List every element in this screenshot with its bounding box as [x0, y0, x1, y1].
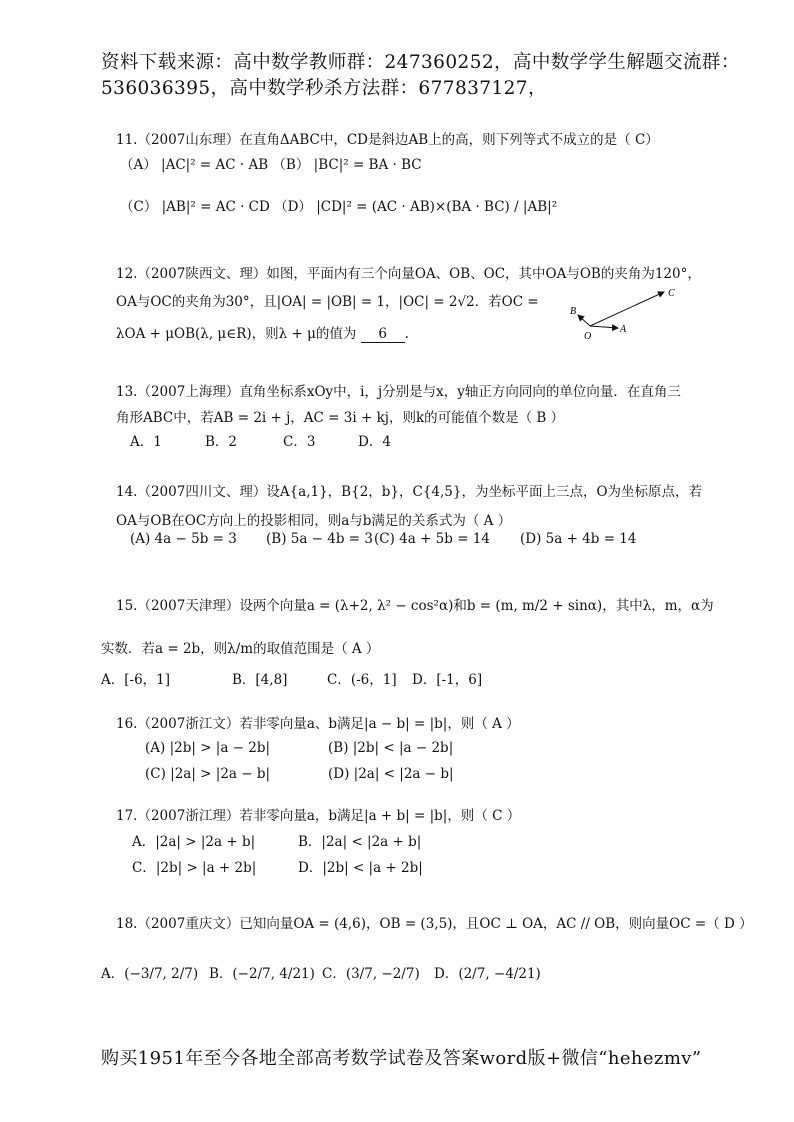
question-11-options-cd: （C） |AB|² = AC · CD （D） |CD|² = (AC · AB)×(BA · BC) / |AB|²: [120, 199, 558, 215]
question-16-option-c: (C) |2a| > |2a − b|: [145, 766, 271, 782]
label-o: O: [584, 331, 592, 342]
vector-ob: [578, 315, 590, 326]
question-18-option-c: C．(3/7, −2/7): [322, 966, 420, 982]
question-13-stem-2: 角形ABC中，若AB = 2i + j，AC = 3i + kj，则k的可能值个数是（ B ）: [116, 410, 565, 426]
question-17-option-a: A．|2a| > |2a + b|: [132, 834, 256, 850]
question-14-option-a: (A) 4a − 5b = 3: [130, 531, 237, 547]
question-14-option-c: (C) 4a + 5b = 14: [374, 531, 490, 547]
header-line-2: 536036395，高中数学秒杀方法群：677837127，: [101, 78, 547, 99]
question-14-stem-1: 14.（2007四川文、理）设A{a,1}，B{2，b}，C{4,5}，为坐标平面上三点，O为坐标原点，若: [116, 484, 703, 500]
question-15-option-a: A．[-6，1]: [101, 672, 171, 688]
question-15-option-c: C．(-6，1]: [327, 672, 397, 688]
question-13-option-a: A．1: [130, 434, 162, 450]
question-18-stem: 18.（2007重庆文）已知向量OA = (4,6)，OB = (3,5)，且OC ⊥ OA，AC // OB，则向量OC =（ D ）: [116, 916, 753, 932]
question-18-option-d: D．(2/7, −4/21): [434, 966, 541, 982]
question-14-option-b: (B) 5a − 4b = 3: [266, 531, 373, 547]
question-15-stem-1: 15.（2007天津理）设两个向量a = (λ+2, λ² − cos²α)和b = (m, m/2 + sinα)，其中λ，m，α为: [116, 598, 714, 614]
vector-figure: [560, 282, 690, 342]
question-11-stem: 11.（2007山东理）在直角ΔABC中，CD是斜边AB上的高，则下列等式不成立的是（ C）: [116, 132, 659, 148]
question-14-option-d: (D) 5a + 4b = 14: [520, 531, 637, 547]
question-12-stem-3-text: λOA + μOB(λ, μ∈R)，则λ + μ的值为: [116, 326, 357, 342]
question-17-option-b: B．|2a| < |2a + b|: [298, 834, 422, 850]
question-15-stem-2: 实数．若a = 2b，则λ/m的取值范围是（ A ）: [101, 641, 380, 657]
label-a: A: [620, 324, 627, 335]
footer-note: 购买1951年至今各地全部高考数学试卷及答案word版+微信“hehezmv”: [101, 1048, 702, 1069]
question-15-option-b: B．[4,8]: [232, 672, 288, 688]
label-b: B: [570, 306, 577, 317]
question-16-option-d: (D) |2a| < |2a − b|: [328, 766, 454, 782]
question-16-option-b: (B) |2b| < |a − 2b|: [328, 740, 454, 756]
question-12-stem-3: λOA + μOB(λ, μ∈R)，则λ + μ的值为 6 .: [116, 326, 409, 342]
question-16-stem: 16.（2007浙江文）若非零向量a、b满足|a − b| = |b|，则（ A ）: [116, 716, 520, 732]
question-17-stem: 17.（2007浙江理）若非零向量a，b满足|a + b| = |b|，则（ C ）: [116, 808, 521, 824]
question-16-option-a: (A) |2b| > |a − 2b|: [145, 740, 271, 756]
question-12-answer-blank: 6: [361, 326, 405, 343]
question-12-stem-2: OA与OC的夹角为30°，且|OA| = |OB| = 1，|OC| = 2√2．若OC =: [116, 294, 539, 310]
vector-oa: [590, 326, 618, 328]
question-15-option-d: D．[-1，6]: [412, 672, 483, 688]
question-13-option-b: B．2: [205, 434, 238, 450]
question-13-option-d: D．4: [358, 434, 391, 450]
question-12-stem-1: 12.（2007陕西文、理）如图，平面内有三个向量OA、OB、OC，其中OA与OB的夹角为120°，: [116, 266, 701, 282]
question-17-option-d: D．|2b| < |a + 2b|: [298, 860, 423, 876]
question-18-option-a: A．(−3/7, 2/7): [101, 966, 199, 982]
header-line-1: 资料下载来源：高中数学教师群：247360252，高中数学学生解题交流群：: [101, 52, 740, 73]
question-13-option-c: C．3: [283, 434, 316, 450]
label-c: C: [668, 288, 675, 299]
question-13-stem-1: 13.（2007上海理）直角坐标系xOy中，i，j分别是与x，y轴正方向同向的单位向量．在直角三: [116, 384, 681, 400]
question-18-option-b: B．(−2/7, 4/21): [209, 966, 315, 982]
question-11-options-ab: （A） |AC|² = AC · AB （B） |BC|² = BA · BC: [120, 157, 422, 173]
question-14-stem-2: OA与OB在OC方向上的投影相同，则a与b满足的关系式为（ A ）: [116, 513, 512, 529]
question-17-option-c: C．|2b| > |a + 2b|: [132, 860, 257, 876]
vector-oc: [590, 292, 664, 326]
